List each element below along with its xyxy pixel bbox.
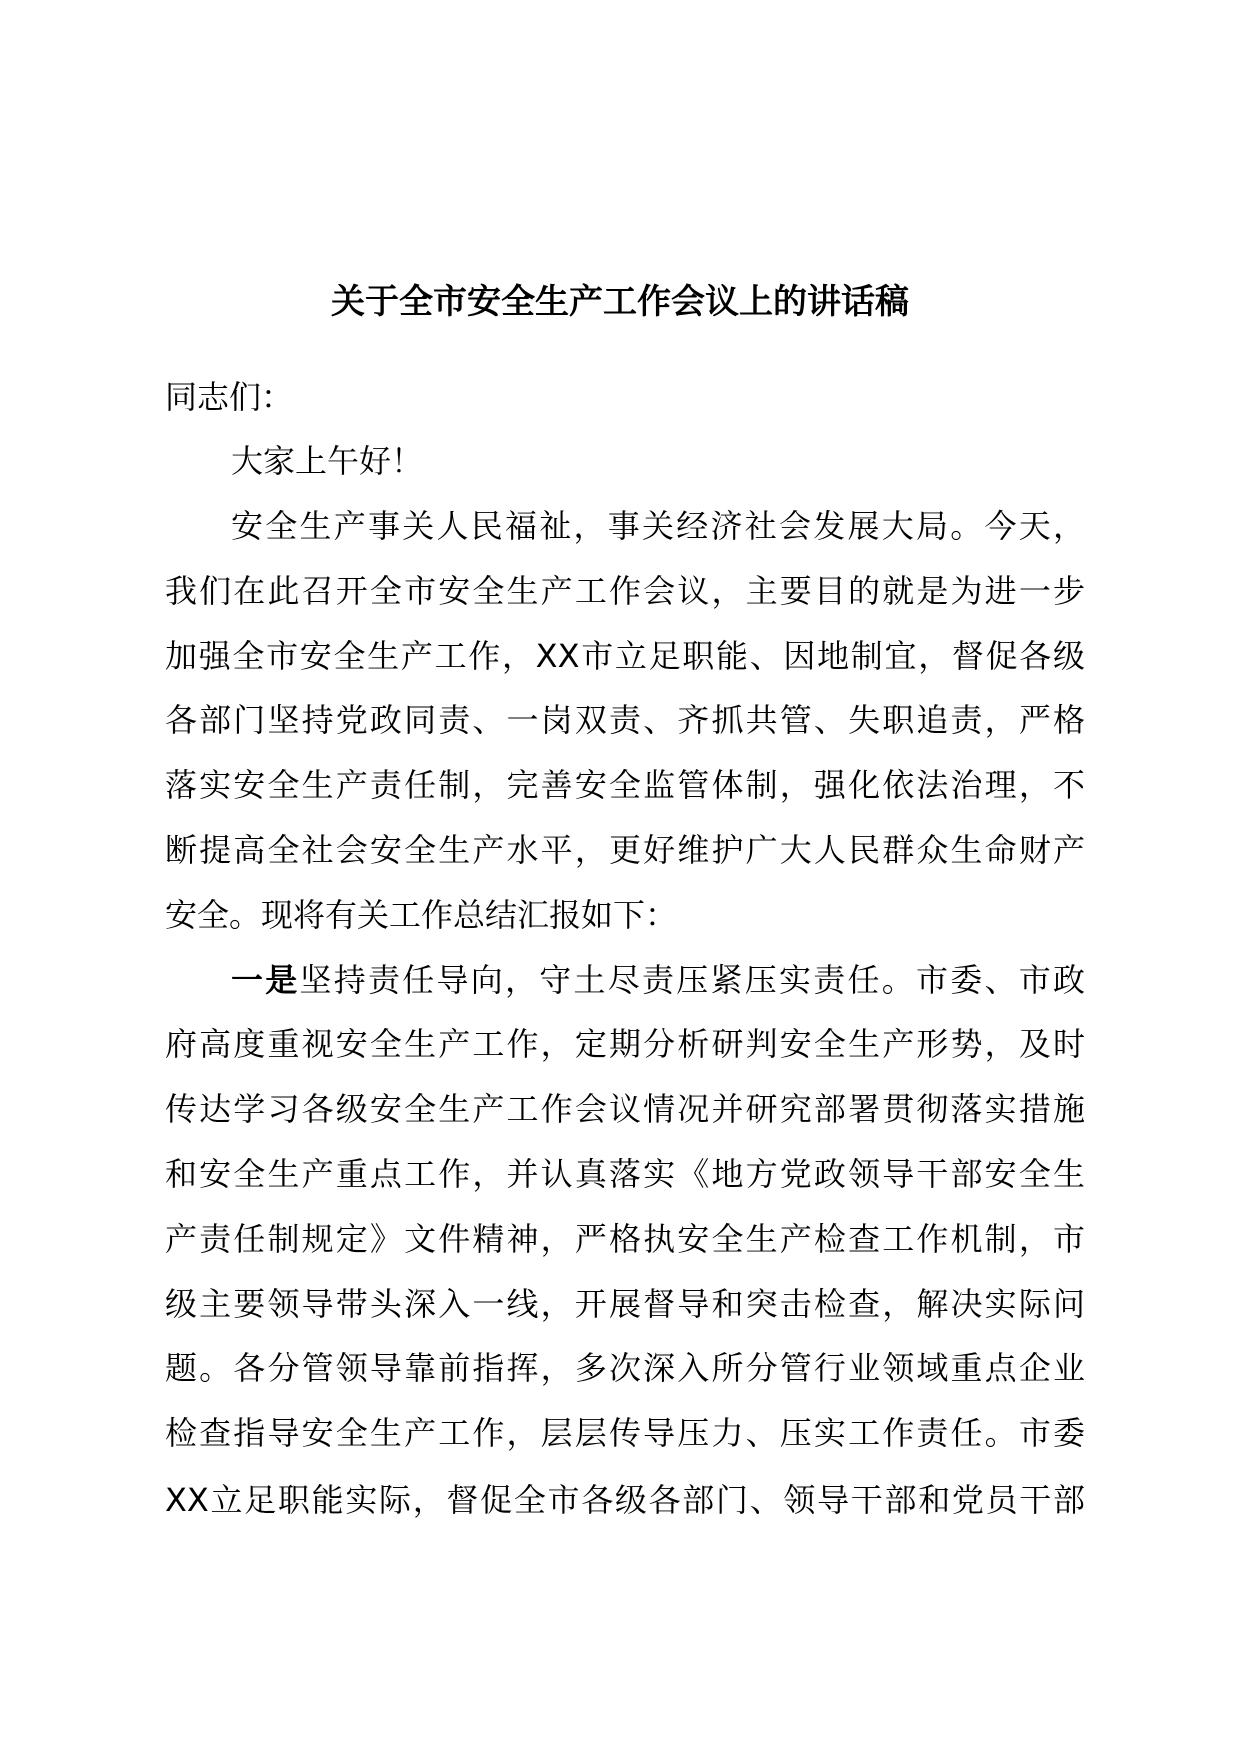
text-line: 断提高全社会安全生产水平，更好维护广大人民群众生命财产 — [165, 831, 1085, 869]
text-line: 产责任制规定》文件精神，严格执安全生产检查工作机制，市 — [165, 1220, 1085, 1258]
text-line: 府高度重视安全生产工作，定期分析研判安全生产形势，及时 — [165, 1025, 1085, 1063]
text-line: 级主要领导带头深入一线，开展督导和突击检查，解决实际问 — [165, 1285, 1085, 1323]
point-text: 坚持责任导向，守土尽责压紧压实责任。市委、市政 — [299, 961, 1085, 999]
text-line: 安全生产事关人民福祉，事关经济社会发展大局。今天， — [231, 507, 1085, 545]
greeting: 大家上午好！ — [231, 442, 424, 480]
point-lead: 一是 — [231, 961, 300, 999]
text-line: 检查指导安全生产工作，层层传导压力、压实工作责任。市委 — [165, 1414, 1085, 1452]
text-line: XX立足职能实际，督促全市各级各部门、领导干部和党员干部 — [165, 1481, 1085, 1519]
document-title: 关于全市安全生产工作会议上的讲话稿 — [331, 282, 909, 322]
text-line: 传达学习各级安全生产工作会议情况并研究部署贯彻落实措施 — [165, 1090, 1085, 1128]
salutation: 同志们： — [165, 378, 294, 416]
text-line: 和安全生产重点工作，并认真落实《地方党政领导干部安全生 — [165, 1155, 1085, 1193]
text-line — [165, 958, 1085, 1002]
text-line: 加强全市安全生产工作，XX市立足职能、因地制宜，督促各级 — [165, 637, 1085, 675]
text-line: 各部门坚持党政同责、一岗双责、齐抓共管、失职追责，严格 — [165, 701, 1085, 739]
text-line: 我们在此召开全市安全生产工作会议，主要目的就是为进一步 — [165, 572, 1085, 610]
text-line: 落实安全生产责任制，完善安全监管体制，强化依法治理，不 — [165, 766, 1085, 804]
text-line: 安全。现将有关工作总结汇报如下： — [165, 896, 678, 934]
text-line: 题。各分管领导靠前指挥，多次深入所分管行业领域重点企业 — [165, 1349, 1085, 1387]
